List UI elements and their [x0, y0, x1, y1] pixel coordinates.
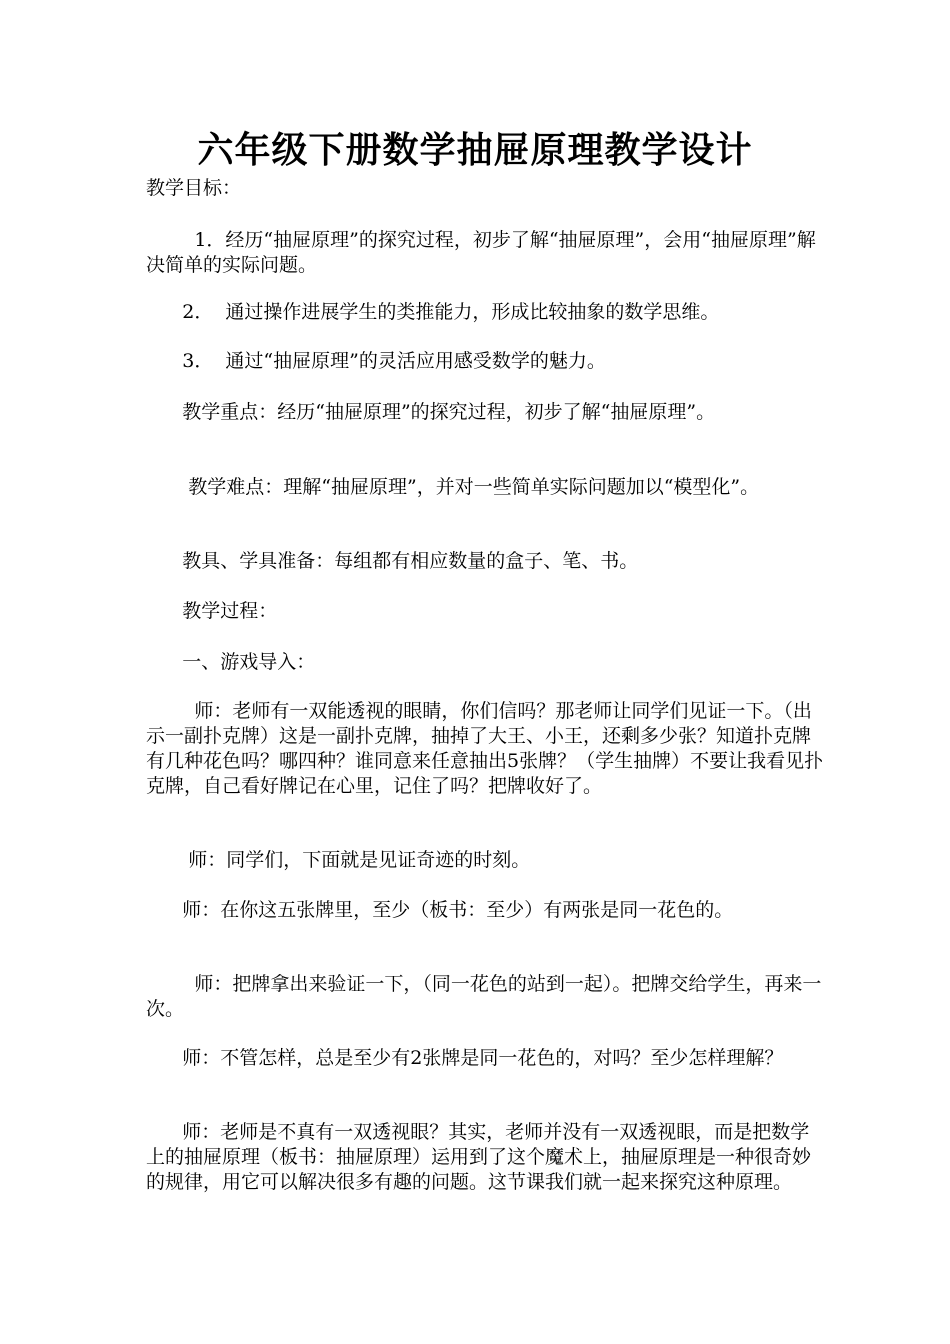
paragraph-materials: 教具、学具准备：每组都有相应数量的盒子、笔、书。 — [146, 550, 639, 572]
document-title: 六年级下册数学抽屉原理教学设计 — [197, 129, 753, 171]
paragraph-key-point: 教学重点：经历“抽屉原理”的探究过程，初步了解“抽屉原理”。 — [146, 401, 716, 423]
paragraph-section-1-heading: 一、游戏导入： — [146, 651, 316, 673]
paragraph-objectives-heading: 教学目标： — [146, 177, 242, 199]
paragraph-teacher-3: 师：在你这五张牌里，至少（板书：至少）有两张是同一花色的。 — [146, 899, 734, 921]
paragraph-difficulty: 教学难点：理解“抽屉原理”，并对一些简单实际问题加以“模型化”。 — [146, 476, 760, 498]
paragraph-objective-3: 3． 通过“抽屉原理”的灵活应用感受数学的魅力。 — [146, 350, 606, 372]
paragraph-teacher-5: 师：不管怎样，总是至少有2张牌是同一花色的，对吗？至少怎样理解？ — [146, 1047, 784, 1069]
paragraph-teacher-2: 师：同学们，下面就是见证奇迹的时刻。 — [146, 849, 531, 871]
paragraph-objective-1: 1．经历“抽屉原理”的探究过程，初步了解“抽屉原理”，会用“抽屉原理”解决简单的实际问题。 — [146, 229, 816, 276]
paragraph-teacher-6: 师：老师是不真有一双透视眼？其实，老师并没有一双透视眼，而是把数学上的抽屉原理（板书：抽屉原理）运用到了这个魔术上，抽屉原理是一种很奇妙的规律，用它可以解决很多有趣的问题。这节课我们就一起来探究这种原理。 — [146, 1121, 812, 1193]
paragraph-objective-2: 2． 通过操作进展学生的类推能力，形成比较抽象的数学思维。 — [146, 301, 720, 323]
paragraph-teacher-1: 师：老师有一双能透视的眼睛，你们信吗？那老师让同学们见证一下。（出示一副扑克牌）这是一副扑克牌，抽掉了大王、小王，还剩多少张？知道扑克牌有几种花色吗？哪四种？谁同意来任意抽出5张牌？（学生抽牌）不要让我看见扑克牌，自己看好牌记在心里，记住了吗？把牌收好了。 — [146, 700, 824, 797]
paragraph-process-heading: 教学过程： — [146, 600, 278, 622]
paragraph-teacher-4: 师：把牌拿出来验证一下，（同一花色的站到一起）。把牌交给学生，再来一次。 — [146, 973, 822, 1020]
